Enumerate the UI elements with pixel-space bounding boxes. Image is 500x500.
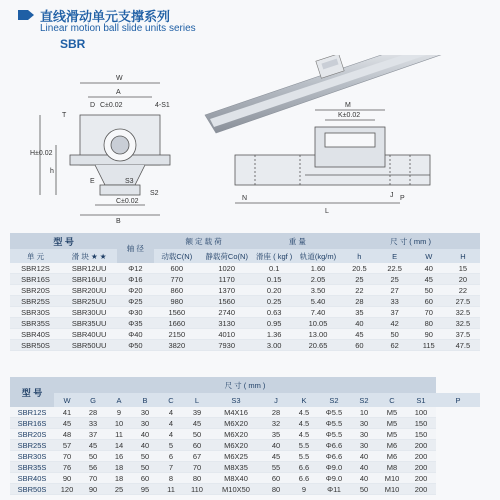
t1-cell-E: 37 <box>378 307 412 318</box>
t2-cell-4: 40 <box>132 440 158 451</box>
dim-T: T <box>62 112 67 119</box>
t1-cell-d: Φ25 <box>117 296 154 307</box>
t1-cell-c: 770 <box>154 274 200 285</box>
table-row <box>10 285 480 296</box>
t2-cell-4: 50 <box>132 462 158 473</box>
t1-block-col: 滑 块 ★ ★ <box>61 249 117 263</box>
t2-cell-6: 70 <box>184 462 210 473</box>
t2-cell-8: 60 <box>262 473 290 484</box>
t1-cell-E: 62 <box>378 340 412 351</box>
t2-cell-11: 30 <box>350 418 378 429</box>
t2-cell-3: 10 <box>106 418 132 429</box>
t2-cell-11: 40 <box>350 462 378 473</box>
t2-col-2: A <box>106 393 132 407</box>
t2-cell-7: M6X25 <box>210 451 262 462</box>
spec-table-dimensions <box>10 377 480 495</box>
t1-cell-bw: 3.00 <box>253 340 294 351</box>
t1-dyn-col: 动载C(N) <box>154 249 200 263</box>
table-row <box>10 418 480 429</box>
t1-cell-h: 28 <box>341 296 378 307</box>
table-row <box>10 451 480 462</box>
table-row <box>10 318 480 329</box>
t2-cell-1: 90 <box>54 473 80 484</box>
t2-cell-1: 76 <box>54 462 80 473</box>
t1-cell-H: 20 <box>446 274 480 285</box>
t2-cell-3: 9 <box>106 407 132 418</box>
t2-cell-11: 30 <box>350 440 378 451</box>
t1-cell-unit: SBR16S <box>10 274 61 285</box>
dim-S1: 4-S1 <box>155 102 170 109</box>
dim-K: K±0.02 <box>338 112 361 119</box>
table2-subheader-row <box>10 393 480 407</box>
t1-E-col: E <box>378 249 412 263</box>
t2-cell-7: M6X20 <box>210 440 262 451</box>
t1-cell-c: 3820 <box>154 340 200 351</box>
t2-cell-1: 41 <box>54 407 80 418</box>
t1-weight-header: 重 量 <box>253 233 341 249</box>
t1-cell-H: 37.5 <box>446 329 480 340</box>
t2-cell-4: 60 <box>132 473 158 484</box>
t2-cell-13: 200 <box>406 473 436 484</box>
table-row <box>10 307 480 318</box>
t1-cell-bw: 0.20 <box>253 285 294 296</box>
t1-cell-bw: 1.36 <box>253 329 294 340</box>
t2-cell-4: 50 <box>132 451 158 462</box>
table-row <box>10 429 480 440</box>
rail-3d-view <box>205 55 452 133</box>
dim-C1: C±0.02 <box>100 102 123 109</box>
t2-cell-9: 5.5 <box>290 440 318 451</box>
t2-cell-0: SBR20S <box>10 429 54 440</box>
t2-cell-2: 70 <box>80 473 106 484</box>
t1-cell-co: 1020 <box>200 263 254 274</box>
t2-cell-10: Φ5.5 <box>318 407 350 418</box>
dim-h: h <box>50 168 54 175</box>
t2-cell-2: 45 <box>80 440 106 451</box>
t2-cell-13: 200 <box>406 451 436 462</box>
t2-cell-8: 40 <box>262 440 290 451</box>
spec-table-load <box>10 233 480 351</box>
t2-col-9: S2 <box>318 393 350 407</box>
t2-cell-12: M10 <box>378 473 406 484</box>
t2-cell-5: 8 <box>158 473 184 484</box>
t2-cell-9: 4.5 <box>290 418 318 429</box>
t2-cell-13: 150 <box>406 418 436 429</box>
t2-cell-11: 30 <box>350 429 378 440</box>
t2-cell-7: M6X20 <box>210 429 262 440</box>
t2-cell-0: SBR40S <box>10 473 54 484</box>
t2-cell-6: 60 <box>184 440 210 451</box>
t1-cell-block: SBR16UU <box>61 274 117 285</box>
t2-cell-11: 10 <box>350 407 378 418</box>
t2-cell-5: 4 <box>158 429 184 440</box>
t2-cell-12: M5 <box>378 418 406 429</box>
side-view <box>235 110 430 203</box>
t1-cell-c: 980 <box>154 296 200 307</box>
t2-cell-12: M6 <box>378 451 406 462</box>
header <box>18 6 488 52</box>
t1-cell-h: 45 <box>341 329 378 340</box>
dim-D: D <box>90 102 96 109</box>
series-code: SBR <box>60 37 86 51</box>
t2-cell-1: 70 <box>54 451 80 462</box>
t1-cell-H: 47.5 <box>446 340 480 351</box>
t2-model-header: 型 号 <box>10 377 54 407</box>
t2-cell-8: 45 <box>262 451 290 462</box>
t1-cell-H: 27.5 <box>446 296 480 307</box>
t1-cell-E: 33 <box>378 296 412 307</box>
t1-cell-bw: 0.1 <box>253 263 294 274</box>
t2-cell-11: 50 <box>350 484 378 495</box>
t1-cell-unit: SBR50S <box>10 340 61 351</box>
t2-cell-11: 40 <box>350 473 378 484</box>
t2-cell-10: Φ5.5 <box>318 429 350 440</box>
t1-cell-co: 3130 <box>200 318 254 329</box>
t2-col-3: B <box>132 393 158 407</box>
t2-cell-10: Φ6.6 <box>318 451 350 462</box>
table-row <box>10 462 480 473</box>
dim-M: M <box>345 102 351 109</box>
t2-cell-7: M10X50 <box>210 484 262 495</box>
table1-header-row <box>10 233 480 249</box>
t1-cell-block: SBR50UU <box>61 340 117 351</box>
t2-cell-0: SBR50S <box>10 484 54 495</box>
t2-cell-0: SBR25S <box>10 440 54 451</box>
t2-col-13: P <box>436 393 480 407</box>
t2-cell-0: SBR12S <box>10 407 54 418</box>
dim-S2: S2 <box>150 190 159 197</box>
t2-col-0: W <box>54 393 80 407</box>
table-row <box>10 296 480 307</box>
t2-cell-7: M8X40 <box>210 473 262 484</box>
t1-unit-col: 单 元 <box>10 249 61 263</box>
t2-cell-6: 80 <box>184 473 210 484</box>
t1-railw-col: 轨道(kg/m) <box>295 249 341 263</box>
t2-cell-13: 200 <box>406 462 436 473</box>
t1-cell-W: 90 <box>412 329 446 340</box>
t1-cell-W: 45 <box>412 274 446 285</box>
t2-cell-8: 80 <box>262 484 290 495</box>
t2-cell-1: 57 <box>54 440 80 451</box>
table1-subheader-row <box>10 249 480 263</box>
t2-cell-6: 67 <box>184 451 210 462</box>
dim-H: H±0.02 <box>30 150 53 157</box>
t2-cell-2: 33 <box>80 418 106 429</box>
t1-load-header: 额 定 载 荷 <box>154 233 254 249</box>
t1-cell-E: 25 <box>378 274 412 285</box>
t1-cell-block: SBR12UU <box>61 263 117 274</box>
dim-A: A <box>116 89 121 96</box>
dim-B: B <box>116 218 121 225</box>
t1-cell-co: 4010 <box>200 329 254 340</box>
t2-cell-0: SBR35S <box>10 462 54 473</box>
t2-col-8: K <box>290 393 318 407</box>
table-row <box>10 340 480 351</box>
t2-cell-3: 25 <box>106 484 132 495</box>
t2-cell-10: Φ5.5 <box>318 418 350 429</box>
t2-cell-9: 5.5 <box>290 451 318 462</box>
t1-cell-block: SBR20UU <box>61 285 117 296</box>
t1-cell-E: 42 <box>378 318 412 329</box>
t2-cell-13: 150 <box>406 429 436 440</box>
t2-cell-3: 16 <box>106 451 132 462</box>
t1-cell-E: 50 <box>378 329 412 340</box>
dim-L: L <box>325 208 329 215</box>
table-row <box>10 484 480 495</box>
t1-cell-co: 7930 <box>200 340 254 351</box>
dim-J: J <box>390 192 394 199</box>
t1-cell-rw: 2.05 <box>295 274 341 285</box>
table-row <box>10 440 480 451</box>
t2-cell-6: 39 <box>184 407 210 418</box>
t2-cell-4: 95 <box>132 484 158 495</box>
t1-cell-block: SBR35UU <box>61 318 117 329</box>
t2-cell-13: 100 <box>406 407 436 418</box>
t2-cell-5: 5 <box>158 440 184 451</box>
t1-cell-d: Φ12 <box>117 263 154 274</box>
table-row <box>10 329 480 340</box>
t1-cell-unit: SBR12S <box>10 263 61 274</box>
t2-cell-3: 18 <box>106 473 132 484</box>
table2-header-row <box>10 377 480 393</box>
t2-cell-7: M4X16 <box>210 407 262 418</box>
t2-cell-12: M5 <box>378 429 406 440</box>
t2-cell-5: 6 <box>158 451 184 462</box>
t2-cell-12: M10 <box>378 484 406 495</box>
t1-cell-rw: 13.00 <box>295 329 341 340</box>
t1-cell-h: 60 <box>341 340 378 351</box>
t2-cell-3: 11 <box>106 429 132 440</box>
dim-W: W <box>116 75 123 82</box>
t2-cell-1: 120 <box>54 484 80 495</box>
t2-cell-4: 30 <box>132 418 158 429</box>
dim-P: P <box>400 195 405 202</box>
t2-cell-3: 14 <box>106 440 132 451</box>
t1-cell-rw: 20.65 <box>295 340 341 351</box>
t2-cell-13: 200 <box>406 440 436 451</box>
t2-cell-6: 110 <box>184 484 210 495</box>
t1-cell-h: 22 <box>341 285 378 296</box>
t1-cell-c: 1660 <box>154 318 200 329</box>
t1-cell-d: Φ50 <box>117 340 154 351</box>
t2-cell-2: 28 <box>80 407 106 418</box>
t2-cell-12: M6 <box>378 440 406 451</box>
t1-cell-block: SBR40UU <box>61 329 117 340</box>
t2-col-11: C <box>378 393 406 407</box>
t1-cell-unit: SBR40S <box>10 329 61 340</box>
t1-cell-h: 25 <box>341 274 378 285</box>
t2-cell-10: Φ9.0 <box>318 473 350 484</box>
t1-cell-co: 2740 <box>200 307 254 318</box>
t1-h-col: h <box>341 249 378 263</box>
t2-cell-4: 40 <box>132 429 158 440</box>
t2-col-5: L <box>184 393 210 407</box>
t2-cell-9: 4.5 <box>290 407 318 418</box>
t1-cell-W: 60 <box>412 296 446 307</box>
t1-cell-co: 1370 <box>200 285 254 296</box>
dim-N: N <box>242 195 248 202</box>
t1-cell-E: 27 <box>378 285 412 296</box>
t1-cell-E: 22.5 <box>378 263 412 274</box>
t1-axis-header: 轴 径 <box>117 233 154 263</box>
t1-cell-W: 40 <box>412 263 446 274</box>
t2-cell-1: 48 <box>54 429 80 440</box>
t2-cell-5: 4 <box>158 407 184 418</box>
t1-cell-co: 1170 <box>200 274 254 285</box>
table-row <box>10 473 480 484</box>
t2-cell-9: 6.6 <box>290 462 318 473</box>
t2-cell-9: 6.6 <box>290 473 318 484</box>
t1-cell-d: Φ35 <box>117 318 154 329</box>
dim-S3: S3 <box>125 178 134 185</box>
t2-col-1: G <box>80 393 106 407</box>
t2-cell-11: 40 <box>350 451 378 462</box>
t2-col-4: C <box>158 393 184 407</box>
t2-cell-8: 55 <box>262 462 290 473</box>
t2-size-header: 尺 寸 ( mm ) <box>54 377 436 393</box>
t2-cell-13: 200 <box>406 484 436 495</box>
t1-cell-co: 1560 <box>200 296 254 307</box>
t2-col-10: S2 <box>350 393 378 407</box>
t2-cell-9: 4.5 <box>290 429 318 440</box>
t1-cell-c: 860 <box>154 285 200 296</box>
t2-cell-4: 30 <box>132 407 158 418</box>
table-row <box>10 263 480 274</box>
t2-cell-10: Φ6.6 <box>318 440 350 451</box>
t1-cell-c: 2150 <box>154 329 200 340</box>
table-row <box>10 407 480 418</box>
t1-cell-W: 115 <box>412 340 446 351</box>
t2-cell-0: SBR30S <box>10 451 54 462</box>
t1-cell-c: 1560 <box>154 307 200 318</box>
t2-cell-3: 18 <box>106 462 132 473</box>
t2-cell-5: 11 <box>158 484 184 495</box>
t2-cell-0: SBR16S <box>10 418 54 429</box>
t2-cell-9: 9 <box>290 484 318 495</box>
t2-col-12: S1 <box>406 393 436 407</box>
technical-drawing <box>0 55 500 225</box>
t1-cell-unit: SBR30S <box>10 307 61 318</box>
table-row <box>10 274 480 285</box>
t2-cell-7: M6X20 <box>210 418 262 429</box>
t1-cell-W: 70 <box>412 307 446 318</box>
t2-cell-8: 35 <box>262 429 290 440</box>
t1-cell-unit: SBR20S <box>10 285 61 296</box>
t1-W-col: W <box>412 249 446 263</box>
t2-cell-1: 45 <box>54 418 80 429</box>
t2-cell-5: 7 <box>158 462 184 473</box>
t2-col-6: S3 <box>210 393 262 407</box>
t1-H-col: H <box>446 249 480 263</box>
t2-cell-6: 50 <box>184 429 210 440</box>
t1-size-header: 尺 寸 ( mm ) <box>341 233 480 249</box>
t2-cell-2: 37 <box>80 429 106 440</box>
t1-cell-H: 32.5 <box>446 307 480 318</box>
t2-cell-6: 45 <box>184 418 210 429</box>
t2-cell-12: M8 <box>378 462 406 473</box>
t2-cell-8: 28 <box>262 407 290 418</box>
t1-cell-block: SBR25UU <box>61 296 117 307</box>
t2-cell-8: 32 <box>262 418 290 429</box>
title-cn: 直线滑动单元支撑系列 <box>40 9 171 24</box>
t2-cell-12: M5 <box>378 407 406 418</box>
t2-cell-2: 56 <box>80 462 106 473</box>
t2-cell-10: Φ9.0 <box>318 462 350 473</box>
t1-cell-unit: SBR35S <box>10 318 61 329</box>
t1-cell-unit: SBR25S <box>10 296 61 307</box>
t1-cell-W: 80 <box>412 318 446 329</box>
t1-cell-rw: 1.60 <box>295 263 341 274</box>
t1-cell-H: 15 <box>446 263 480 274</box>
t1-cell-d: Φ40 <box>117 329 154 340</box>
t1-cell-h: 20.5 <box>341 263 378 274</box>
t1-cell-d: Φ16 <box>117 274 154 285</box>
t1-cell-c: 600 <box>154 263 200 274</box>
t1-cell-bw: 0.95 <box>253 318 294 329</box>
t1-cell-d: Φ20 <box>117 285 154 296</box>
t2-cell-10: Φ11 <box>318 484 350 495</box>
t1-cell-H: 32.5 <box>446 318 480 329</box>
t1-cell-d: Φ30 <box>117 307 154 318</box>
t1-cell-rw: 7.40 <box>295 307 341 318</box>
dim-E: E <box>90 178 95 185</box>
t2-cell-7: M8X35 <box>210 462 262 473</box>
t1-cell-bw: 0.15 <box>253 274 294 285</box>
t1-cell-H: 22 <box>446 285 480 296</box>
t1-model-header: 型 号 <box>10 233 117 249</box>
arrow-icon <box>18 10 28 20</box>
t1-cell-h: 35 <box>341 307 378 318</box>
t2-cell-2: 90 <box>80 484 106 495</box>
t2-col-7: J <box>262 393 290 407</box>
title-en: Linear motion ball slide units series <box>40 23 196 34</box>
t1-cell-rw: 5.40 <box>295 296 341 307</box>
t1-blockw-col: 滑座 ( kgf ) <box>253 249 294 263</box>
t1-cell-bw: 0.25 <box>253 296 294 307</box>
dim-C: C±0.02 <box>116 198 139 205</box>
t1-cell-rw: 3.50 <box>295 285 341 296</box>
t2-cell-2: 50 <box>80 451 106 462</box>
t1-cell-block: SBR30UU <box>61 307 117 318</box>
t1-cell-W: 50 <box>412 285 446 296</box>
t1-stat-col: 静载荷Co(N) <box>200 249 254 263</box>
t2-cell-5: 4 <box>158 418 184 429</box>
t1-cell-rw: 10.05 <box>295 318 341 329</box>
t1-cell-bw: 0.63 <box>253 307 294 318</box>
t1-cell-h: 40 <box>341 318 378 329</box>
